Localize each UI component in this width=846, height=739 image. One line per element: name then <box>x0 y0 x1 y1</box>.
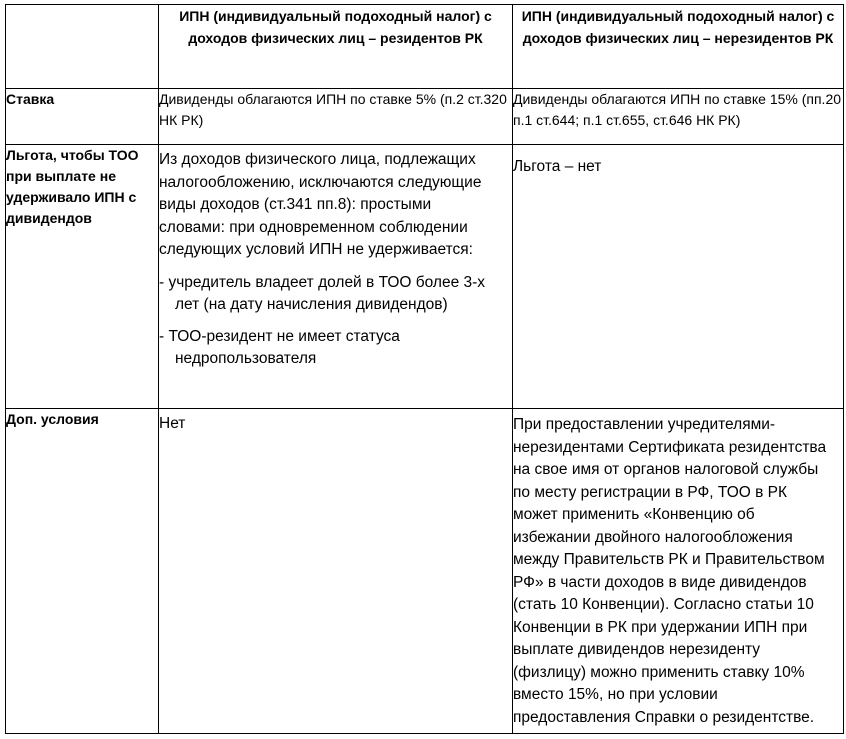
extra-conditions-nonresidents-text: При предоставлении учредителями-нерезидентами Сертификата резидентства на свое имя от органов налоговой службы по месту регистрации в РФ, ТОО в РК может применить «Конвенцию об избежании двойного налогообложения между Правительств РК и Правительством РФ» в части доходов в виде дивидендов (стать 10 Конвенции). Согласно статьи 10 Конвенции в РК при удержании ИПН при выплате дивидендов нерезиденту (физлицу) можно применить ставку 10% вместо 15%, но при условии предоставления Справки о резидентстве. <box>513 416 827 726</box>
table-row-benefit <box>6 145 844 409</box>
row-label-rate: Ставка <box>6 89 159 145</box>
extra-conditions-residents-text: Нет <box>159 415 186 432</box>
rate-nonresidents: Дивиденды облагаются ИПН по ставке 15% (пп.20 п.1 ст.644; п.1 ст.655, ст.646 НК РК) <box>513 89 844 145</box>
rate-residents: Дивиденды облагаются ИПН по ставке 5% (п.2 ст.320 НК РК) <box>159 89 513 145</box>
benefit-bullet-subsoil: - ТОО-резидент не имеет статуса недропользователя <box>159 327 400 367</box>
row-label-benefit: Льгота, чтобы ТОО при выплате не удерживало ИПН с дивидендов <box>6 145 159 409</box>
table-row-rate <box>6 89 844 145</box>
row-label-extra-conditions: Доп. условия <box>6 409 159 734</box>
benefit-nonresidents-text: Льгота – нет <box>513 158 602 175</box>
benefit-residents-intro: Из доходов физического лица, подлежащих налогообложению, исключаются следующие виды доходов (ст.341 пп.8): простыми словами: при одновременном соблюдении следующих условий ИПН не удерживается: <box>159 151 482 258</box>
benefit-nonresidents <box>513 145 844 409</box>
extra-conditions-residents <box>159 409 513 734</box>
table-row-extra-conditions <box>6 409 844 734</box>
extra-conditions-nonresidents <box>513 409 844 734</box>
tax-comparison-table <box>5 4 844 734</box>
header-row <box>6 5 844 89</box>
benefit-bullet-ownership: - учредитель владеет долей в ТОО более 3-х лет (на дату начисления дивидендов) <box>159 273 486 313</box>
header-nonresidents: ИПН (индивидуальный подоходный налог) с доходов физических лиц – нерезидентов РК <box>513 5 844 89</box>
header-residents: ИПН (индивидуальный подоходный налог) с доходов физических лиц – резидентов РК <box>159 5 513 89</box>
benefit-residents <box>159 145 513 409</box>
header-corner-cell <box>6 5 159 89</box>
